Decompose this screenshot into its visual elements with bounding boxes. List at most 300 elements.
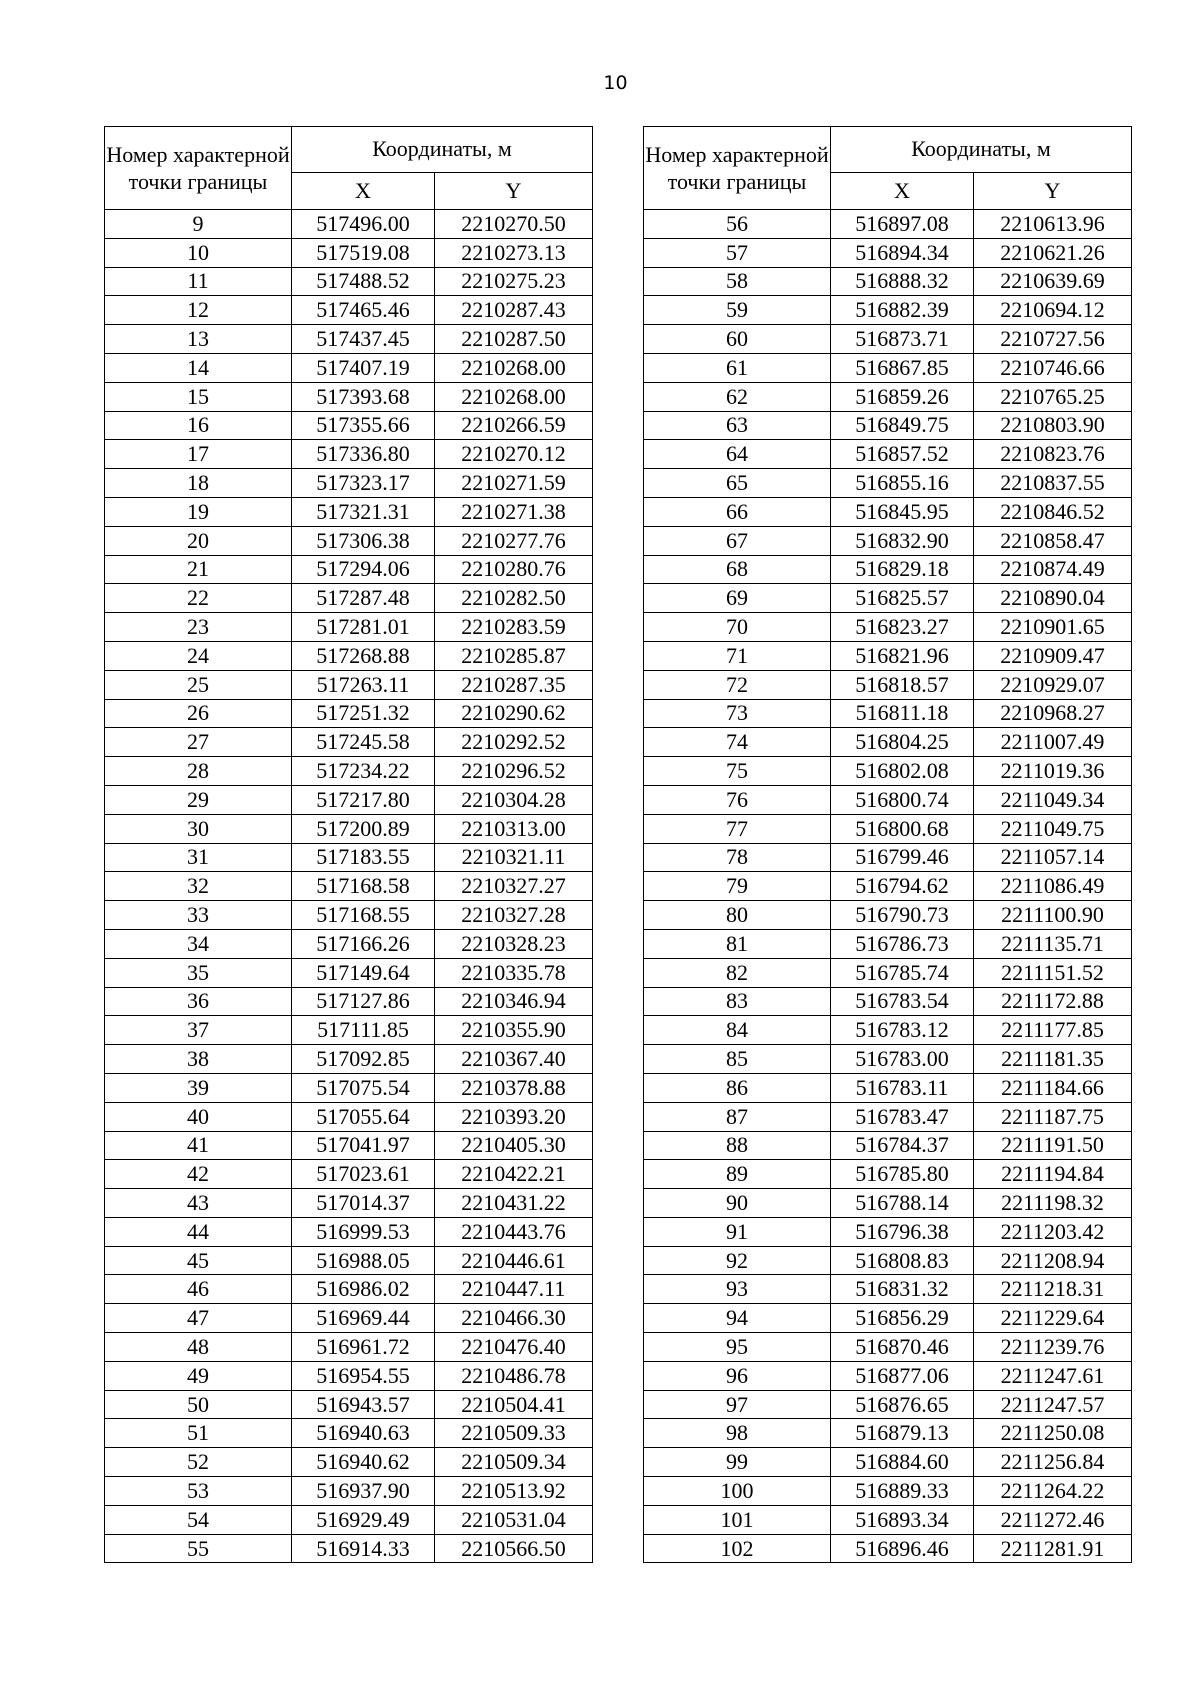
table-row <box>105 1534 593 1563</box>
table-row <box>644 987 1132 1016</box>
y-coordinate-cell: 2210443.76 <box>435 1217 593 1246</box>
point-number-cell: 19 <box>105 497 292 526</box>
x-coordinate-cell: 517465.46 <box>292 296 435 325</box>
y-coordinate-cell: 2211250.08 <box>974 1419 1132 1448</box>
table-row <box>644 699 1132 728</box>
point-number-cell: 17 <box>105 440 292 469</box>
table-row <box>644 382 1132 411</box>
point-number-cell: 40 <box>105 1102 292 1131</box>
table-row <box>105 1131 593 1160</box>
x-coordinate-cell: 516786.73 <box>831 929 974 958</box>
y-coordinate-cell: 2211272.46 <box>974 1505 1132 1534</box>
table-row <box>105 296 593 325</box>
y-coordinate-cell: 2210327.28 <box>435 901 593 930</box>
table-row <box>105 267 593 296</box>
point-number-cell: 20 <box>105 526 292 555</box>
y-coordinate-cell: 2211247.57 <box>974 1390 1132 1419</box>
y-coordinate-cell: 2211019.36 <box>974 757 1132 786</box>
table-body-right <box>644 210 1132 1563</box>
table-row <box>644 1189 1132 1218</box>
y-coordinate-cell: 2211007.49 <box>974 728 1132 757</box>
x-coordinate-cell: 516845.95 <box>831 497 974 526</box>
table-row <box>105 1246 593 1275</box>
table-row <box>644 1160 1132 1189</box>
x-coordinate-cell: 517323.17 <box>292 469 435 498</box>
coordinates-table-left <box>104 126 593 1563</box>
x-coordinate-cell: 516896.46 <box>831 1534 974 1563</box>
y-coordinate-cell: 2211177.85 <box>974 1016 1132 1045</box>
point-number-cell: 36 <box>105 987 292 1016</box>
point-number-cell: 83 <box>644 987 831 1016</box>
table-row <box>105 1045 593 1074</box>
table-row <box>644 1275 1132 1304</box>
y-coordinate-cell: 2211229.64 <box>974 1304 1132 1333</box>
point-number-cell: 79 <box>644 872 831 901</box>
y-coordinate-cell: 2210613.96 <box>974 210 1132 239</box>
table-row <box>644 1505 1132 1534</box>
x-coordinate-cell: 516940.62 <box>292 1448 435 1477</box>
point-number-cell: 64 <box>644 440 831 469</box>
x-coordinate-cell: 516986.02 <box>292 1275 435 1304</box>
y-coordinate-cell: 2211184.66 <box>974 1073 1132 1102</box>
y-coordinate-cell: 2210422.21 <box>435 1160 593 1189</box>
table-row <box>644 555 1132 584</box>
x-coordinate-cell: 517287.48 <box>292 584 435 613</box>
table-row <box>644 958 1132 987</box>
x-coordinate-cell: 516954.55 <box>292 1361 435 1390</box>
point-number-header: Номер характерной точки границы <box>644 127 831 210</box>
table-row <box>105 1477 593 1506</box>
x-coordinate-cell: 516785.74 <box>831 958 974 987</box>
point-number-cell: 58 <box>644 267 831 296</box>
point-number-cell: 45 <box>105 1246 292 1275</box>
point-number-cell: 85 <box>644 1045 831 1074</box>
x-coordinate-cell: 516884.60 <box>831 1448 974 1477</box>
x-coordinate-cell: 516790.73 <box>831 901 974 930</box>
x-coordinate-cell: 517055.64 <box>292 1102 435 1131</box>
x-coordinate-cell: 516937.90 <box>292 1477 435 1506</box>
y-coordinate-cell: 2210874.49 <box>974 555 1132 584</box>
y-coordinate-cell: 2211264.22 <box>974 1477 1132 1506</box>
y-coordinate-cell: 2210290.62 <box>435 699 593 728</box>
point-number-cell: 37 <box>105 1016 292 1045</box>
table-row <box>644 1073 1132 1102</box>
y-coordinate-cell: 2210327.27 <box>435 872 593 901</box>
x-coordinate-cell: 516893.34 <box>831 1505 974 1534</box>
x-coordinate-cell: 517393.68 <box>292 382 435 411</box>
table-row <box>105 785 593 814</box>
table-row <box>105 1505 593 1534</box>
point-number-cell: 91 <box>644 1217 831 1246</box>
y-coordinate-cell: 2211057.14 <box>974 843 1132 872</box>
point-number-cell: 97 <box>644 1390 831 1419</box>
y-coordinate-cell: 2211172.88 <box>974 987 1132 1016</box>
table-row <box>644 670 1132 699</box>
point-number-cell: 55 <box>105 1534 292 1563</box>
y-coordinate-cell: 2210890.04 <box>974 584 1132 613</box>
point-number-cell: 31 <box>105 843 292 872</box>
point-number-cell: 9 <box>105 210 292 239</box>
y-coordinate-cell: 2210287.50 <box>435 325 593 354</box>
table-row <box>105 1217 593 1246</box>
y-coordinate-cell: 2210292.52 <box>435 728 593 757</box>
point-number-cell: 84 <box>644 1016 831 1045</box>
table-row <box>105 1160 593 1189</box>
y-coordinate-cell: 2210273.13 <box>435 238 593 267</box>
point-number-cell: 92 <box>644 1246 831 1275</box>
coordinates-table-right <box>643 126 1132 1563</box>
point-number-cell: 60 <box>644 325 831 354</box>
point-number-cell: 13 <box>105 325 292 354</box>
table-row <box>644 872 1132 901</box>
point-number-cell: 102 <box>644 1534 831 1563</box>
table-row <box>644 210 1132 239</box>
x-coordinate-cell: 516929.49 <box>292 1505 435 1534</box>
point-number-cell: 98 <box>644 1419 831 1448</box>
x-coordinate-cell: 517263.11 <box>292 670 435 699</box>
point-number-cell: 56 <box>644 210 831 239</box>
point-number-cell: 72 <box>644 670 831 699</box>
point-number-cell: 21 <box>105 555 292 584</box>
table-row <box>644 843 1132 872</box>
table-row <box>105 1304 593 1333</box>
y-coordinate-cell: 2211049.75 <box>974 814 1132 843</box>
table-row <box>105 1419 593 1448</box>
x-coordinate-cell: 516961.72 <box>292 1333 435 1362</box>
x-coordinate-cell: 516889.33 <box>831 1477 974 1506</box>
y-coordinate-cell: 2210283.59 <box>435 613 593 642</box>
x-coordinate-cell: 517217.80 <box>292 785 435 814</box>
point-number-cell: 59 <box>644 296 831 325</box>
y-coordinate-cell: 2210727.56 <box>974 325 1132 354</box>
table-row <box>105 728 593 757</box>
x-coordinate-cell: 517488.52 <box>292 267 435 296</box>
y-coordinate-cell: 2210621.26 <box>974 238 1132 267</box>
x-coordinate-cell: 517251.32 <box>292 699 435 728</box>
y-coordinate-cell: 2211049.34 <box>974 785 1132 814</box>
table-row <box>105 872 593 901</box>
y-coordinate-cell: 2210285.87 <box>435 641 593 670</box>
point-number-cell: 93 <box>644 1275 831 1304</box>
point-number-cell: 86 <box>644 1073 831 1102</box>
x-header: X <box>292 172 435 209</box>
point-number-cell: 16 <box>105 411 292 440</box>
y-coordinate-cell: 2210531.04 <box>435 1505 593 1534</box>
table-row <box>105 929 593 958</box>
point-number-cell: 14 <box>105 353 292 382</box>
x-coordinate-cell: 517496.00 <box>292 210 435 239</box>
point-number-cell: 24 <box>105 641 292 670</box>
y-coordinate-cell: 2211281.91 <box>974 1534 1132 1563</box>
y-coordinate-cell: 2210968.27 <box>974 699 1132 728</box>
y-coordinate-cell: 2210287.35 <box>435 670 593 699</box>
x-coordinate-cell: 517321.31 <box>292 497 435 526</box>
point-number-cell: 38 <box>105 1045 292 1074</box>
y-coordinate-cell: 2211086.49 <box>974 872 1132 901</box>
x-coordinate-cell: 516856.29 <box>831 1304 974 1333</box>
table-row <box>105 1448 593 1477</box>
point-number-cell: 44 <box>105 1217 292 1246</box>
point-number-cell: 46 <box>105 1275 292 1304</box>
x-coordinate-cell: 517023.61 <box>292 1160 435 1189</box>
y-coordinate-cell: 2210355.90 <box>435 1016 593 1045</box>
y-coordinate-cell: 2210765.25 <box>974 382 1132 411</box>
y-coordinate-cell: 2210287.43 <box>435 296 593 325</box>
x-coordinate-cell: 516821.96 <box>831 641 974 670</box>
point-number-cell: 75 <box>644 757 831 786</box>
x-coordinate-cell: 516784.37 <box>831 1131 974 1160</box>
y-coordinate-cell: 2210270.12 <box>435 440 593 469</box>
x-coordinate-cell: 516873.71 <box>831 325 974 354</box>
x-coordinate-cell: 516783.54 <box>831 987 974 1016</box>
y-coordinate-cell: 2211187.75 <box>974 1102 1132 1131</box>
table-row <box>105 497 593 526</box>
table-row <box>644 1304 1132 1333</box>
table-row <box>644 785 1132 814</box>
x-coordinate-cell: 516943.57 <box>292 1390 435 1419</box>
y-coordinate-cell: 2210858.47 <box>974 526 1132 555</box>
point-number-cell: 51 <box>105 1419 292 1448</box>
x-coordinate-cell: 516825.57 <box>831 584 974 613</box>
y-coordinate-cell: 2210275.23 <box>435 267 593 296</box>
x-coordinate-cell: 516877.06 <box>831 1361 974 1390</box>
y-coordinate-cell: 2210271.38 <box>435 497 593 526</box>
y-coordinate-cell: 2210277.76 <box>435 526 593 555</box>
point-number-cell: 61 <box>644 353 831 382</box>
point-number-cell: 32 <box>105 872 292 901</box>
y-coordinate-cell: 2210566.50 <box>435 1534 593 1563</box>
y-coordinate-cell: 2210282.50 <box>435 584 593 613</box>
y-coordinate-cell: 2210746.66 <box>974 353 1132 382</box>
x-coordinate-cell: 517111.85 <box>292 1016 435 1045</box>
table-row <box>105 526 593 555</box>
table-row <box>644 325 1132 354</box>
x-coordinate-cell: 516785.80 <box>831 1160 974 1189</box>
point-number-cell: 23 <box>105 613 292 642</box>
point-number-cell: 35 <box>105 958 292 987</box>
table-row <box>644 1246 1132 1275</box>
point-number-cell: 27 <box>105 728 292 757</box>
x-coordinate-cell: 516800.74 <box>831 785 974 814</box>
point-number-cell: 12 <box>105 296 292 325</box>
point-number-cell: 10 <box>105 238 292 267</box>
point-number-cell: 80 <box>644 901 831 930</box>
x-coordinate-cell: 517519.08 <box>292 238 435 267</box>
x-coordinate-cell: 517306.38 <box>292 526 435 555</box>
point-number-cell: 39 <box>105 1073 292 1102</box>
point-number-cell: 70 <box>644 613 831 642</box>
point-number-cell: 95 <box>644 1333 831 1362</box>
x-coordinate-cell: 516849.75 <box>831 411 974 440</box>
y-coordinate-cell: 2210466.30 <box>435 1304 593 1333</box>
table-row <box>105 757 593 786</box>
table-row <box>644 1045 1132 1074</box>
x-coordinate-cell: 516818.57 <box>831 670 974 699</box>
y-coordinate-cell: 2210803.90 <box>974 411 1132 440</box>
x-coordinate-cell: 517183.55 <box>292 843 435 872</box>
table-row <box>105 382 593 411</box>
x-coordinate-cell: 516897.08 <box>831 210 974 239</box>
table-row <box>644 929 1132 958</box>
point-number-cell: 81 <box>644 929 831 958</box>
y-coordinate-cell: 2211247.61 <box>974 1361 1132 1390</box>
y-coordinate-cell: 2210447.11 <box>435 1275 593 1304</box>
y-coordinate-cell: 2210846.52 <box>974 497 1132 526</box>
y-coordinate-cell: 2210280.76 <box>435 555 593 584</box>
point-number-cell: 47 <box>105 1304 292 1333</box>
x-coordinate-cell: 516783.00 <box>831 1045 974 1074</box>
x-coordinate-cell: 517149.64 <box>292 958 435 987</box>
table-row <box>105 1102 593 1131</box>
table-body-left <box>105 210 593 1563</box>
x-coordinate-cell: 517168.55 <box>292 901 435 930</box>
y-coordinate-cell: 2210639.69 <box>974 267 1132 296</box>
point-number-cell: 26 <box>105 699 292 728</box>
x-coordinate-cell: 517092.85 <box>292 1045 435 1074</box>
table-row <box>105 670 593 699</box>
table-row <box>644 1361 1132 1390</box>
x-coordinate-cell: 516796.38 <box>831 1217 974 1246</box>
x-coordinate-cell: 516832.90 <box>831 526 974 555</box>
y-coordinate-cell: 2210837.55 <box>974 469 1132 498</box>
y-coordinate-cell: 2210346.94 <box>435 987 593 1016</box>
table-row <box>105 1016 593 1045</box>
point-number-cell: 28 <box>105 757 292 786</box>
table-row <box>105 1275 593 1304</box>
y-coordinate-cell: 2210271.59 <box>435 469 593 498</box>
x-coordinate-cell: 516894.34 <box>831 238 974 267</box>
table-row <box>644 353 1132 382</box>
x-coordinate-cell: 516783.12 <box>831 1016 974 1045</box>
y-coordinate-cell: 2211181.35 <box>974 1045 1132 1074</box>
point-number-cell: 43 <box>105 1189 292 1218</box>
y-coordinate-cell: 2211239.76 <box>974 1333 1132 1362</box>
x-coordinate-cell: 516882.39 <box>831 296 974 325</box>
y-coordinate-cell: 2211256.84 <box>974 1448 1132 1477</box>
x-coordinate-cell: 516800.68 <box>831 814 974 843</box>
point-number-cell: 67 <box>644 526 831 555</box>
x-coordinate-cell: 516879.13 <box>831 1419 974 1448</box>
point-number-cell: 54 <box>105 1505 292 1534</box>
x-coordinate-cell: 517075.54 <box>292 1073 435 1102</box>
y-coordinate-cell: 2210335.78 <box>435 958 593 987</box>
table-row <box>644 411 1132 440</box>
table-row <box>105 814 593 843</box>
x-coordinate-cell: 516823.27 <box>831 613 974 642</box>
table-row <box>644 1016 1132 1045</box>
x-coordinate-cell: 516799.46 <box>831 843 974 872</box>
point-number-cell: 66 <box>644 497 831 526</box>
point-number-cell: 57 <box>644 238 831 267</box>
table-row <box>644 238 1132 267</box>
point-number-cell: 22 <box>105 584 292 613</box>
y-coordinate-cell: 2210823.76 <box>974 440 1132 469</box>
x-coordinate-cell: 517437.45 <box>292 325 435 354</box>
x-coordinate-cell: 517245.58 <box>292 728 435 757</box>
x-coordinate-cell: 516999.53 <box>292 1217 435 1246</box>
x-coordinate-cell: 516870.46 <box>831 1333 974 1362</box>
table-row <box>105 901 593 930</box>
point-number-cell: 96 <box>644 1361 831 1390</box>
point-number-cell: 11 <box>105 267 292 296</box>
table-row <box>644 641 1132 670</box>
y-coordinate-cell: 2210328.23 <box>435 929 593 958</box>
point-number-cell: 68 <box>644 555 831 584</box>
y-header: Y <box>974 172 1132 209</box>
y-coordinate-cell: 2210304.28 <box>435 785 593 814</box>
y-coordinate-cell: 2211208.94 <box>974 1246 1132 1275</box>
y-coordinate-cell: 2211198.32 <box>974 1189 1132 1218</box>
table-row <box>644 1419 1132 1448</box>
table-row <box>644 1390 1132 1419</box>
point-number-cell: 100 <box>644 1477 831 1506</box>
table-row <box>644 267 1132 296</box>
x-coordinate-cell: 517127.86 <box>292 987 435 1016</box>
y-coordinate-cell: 2211100.90 <box>974 901 1132 930</box>
x-coordinate-cell: 516829.18 <box>831 555 974 584</box>
y-coordinate-cell: 2210321.11 <box>435 843 593 872</box>
point-number-cell: 15 <box>105 382 292 411</box>
y-coordinate-cell: 2211135.71 <box>974 929 1132 958</box>
table-row <box>105 584 593 613</box>
x-coordinate-cell: 516783.47 <box>831 1102 974 1131</box>
x-coordinate-cell: 517294.06 <box>292 555 435 584</box>
x-coordinate-cell: 516802.08 <box>831 757 974 786</box>
table-row <box>644 584 1132 613</box>
table-row <box>105 1333 593 1362</box>
y-coordinate-cell: 2210268.00 <box>435 353 593 382</box>
x-coordinate-cell: 516783.11 <box>831 1073 974 1102</box>
coordinates-header: Координаты, м <box>292 127 593 173</box>
x-coordinate-cell: 517268.88 <box>292 641 435 670</box>
x-coordinate-cell: 516831.32 <box>831 1275 974 1304</box>
point-number-cell: 30 <box>105 814 292 843</box>
x-coordinate-cell: 516857.52 <box>831 440 974 469</box>
x-coordinate-cell: 516811.18 <box>831 699 974 728</box>
point-number-cell: 74 <box>644 728 831 757</box>
table-row <box>644 497 1132 526</box>
x-coordinate-cell: 517200.89 <box>292 814 435 843</box>
table-row <box>644 757 1132 786</box>
point-number-cell: 69 <box>644 584 831 613</box>
y-header: Y <box>435 172 593 209</box>
point-number-cell: 25 <box>105 670 292 699</box>
x-coordinate-cell: 516794.62 <box>831 872 974 901</box>
x-coordinate-cell: 517041.97 <box>292 1131 435 1160</box>
point-number-cell: 50 <box>105 1390 292 1419</box>
x-coordinate-cell: 516867.85 <box>831 353 974 382</box>
y-coordinate-cell: 2210268.00 <box>435 382 593 411</box>
y-coordinate-cell: 2211191.50 <box>974 1131 1132 1160</box>
point-number-cell: 42 <box>105 1160 292 1189</box>
x-coordinate-cell: 517355.66 <box>292 411 435 440</box>
page-number: 10 <box>603 72 628 94</box>
point-number-cell: 18 <box>105 469 292 498</box>
table-row <box>105 1390 593 1419</box>
y-coordinate-cell: 2211151.52 <box>974 958 1132 987</box>
table-row <box>644 1131 1132 1160</box>
point-number-cell: 88 <box>644 1131 831 1160</box>
table-row <box>105 555 593 584</box>
x-coordinate-cell: 517336.80 <box>292 440 435 469</box>
point-number-cell: 77 <box>644 814 831 843</box>
point-number-header: Номер характерной точки границы <box>105 127 292 210</box>
table-row <box>105 1073 593 1102</box>
point-number-cell: 89 <box>644 1160 831 1189</box>
point-number-cell: 101 <box>644 1505 831 1534</box>
table-row <box>644 728 1132 757</box>
table-row <box>105 440 593 469</box>
